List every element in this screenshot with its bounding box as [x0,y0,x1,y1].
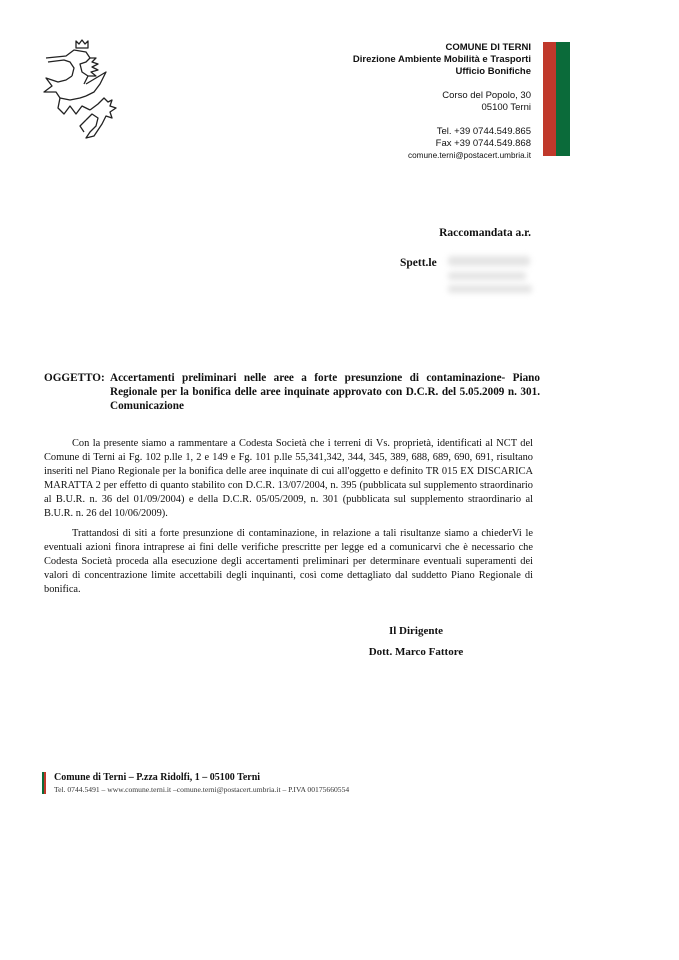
footer [42,772,349,795]
department-name: Direzione Ambiente Mobilità e Trasporti [352,54,531,65]
redacted-recipient-city [448,285,532,293]
flag-stripe [543,42,570,156]
flag-green-band [556,42,570,156]
signature-block [356,621,476,663]
redacted-recipient-name [448,256,530,266]
address-line-1: Corso del Popolo, 30 [442,90,531,101]
email-address: comune.terni@postacert.umbria.it [408,151,531,160]
address-line-2: 05100 Terni [481,102,531,113]
fax: Fax +39 0744.549.868 [435,138,531,149]
griffin-dragon-crest-icon [36,36,122,140]
footer-flag-bar [42,772,46,794]
body-paragraph-2: Trattandosi di siti a forte presunzione di contaminazione, in relazione a tali risultanze siamo a chiederVi le eventuali azioni finora intraprese ai fini delle verifiche prescritte per legge ed a comunicarvi che è necessario che Codesta Società proceda alla esecuzione degli accertamenti preliminari per determinare eventuali superamenti dei valori di concentrazione limite accettabili degli inquinanti, così come dettagliato dal suddetto Piano Regionale di bonifica. [44,528,533,595]
delivery-method: Raccomandata a.r. [439,227,531,239]
org-name: COMUNE DI TERNI [445,42,531,53]
letterhead [353,42,531,162]
flag-red-band [543,42,556,156]
signatory-name: Dott. Marco Fattore [368,646,464,658]
body-paragraph-1: Con la presente siamo a rammentare a Codesta Società che i terreni di Vs. proprietà, identificati al NCT del Comune di Terni ai Fg. 102 p.lle 1, 2 e 149 e Fg. 101 p.lle 55,341,342, 344, 345, 389, 688, 689, 690, 691, risultano inseriti nel Piano Regionale per la bonifica delle aree inquinate di cui all'oggetto e definito TR 015 EX DISCARICA MARATTA 2 per effetto di quanto stabilito con D.C.R. 13/07/2004, n. 395 (pubblicata sul supplemento straordinario al B.U.R. n. 36 del 01/09/2004) e della D.C.R. 05/05/2009, n. 301 (pubblicata sul supplemento straordinario al B.U.R. n. 26 del 10/06/2009). [44,438,533,519]
subject-label: OGGETTO: [44,372,105,384]
footer-address: Comune di Terni – P.zza Ridolfi, 1 – 05100 Terni [54,772,261,783]
recipient-salutation: Spett.le [400,257,437,269]
footer-contacts: Tel. 0744.5491 – www.comune.terni.it –comune.terni@postacert.umbria.it – P.IVA 00175660554 [54,785,350,794]
subject-text: Accertamenti preliminari nelle aree a forte presunzione di contaminazione- Piano Regionale per la bonifica delle aree inquinate approvato con D.C.R. del 5.05.2009 n. 301. Comunicazione [110,372,540,412]
comune-terni-logo [36,36,122,140]
redacted-recipient-address [448,272,526,280]
subject-block [44,371,540,413]
signatory-title: Il Dirigente [388,625,444,637]
office-name: Ufficio Bonifiche [455,66,531,77]
telephone: Tel. +39 0744.549.865 [436,126,531,137]
